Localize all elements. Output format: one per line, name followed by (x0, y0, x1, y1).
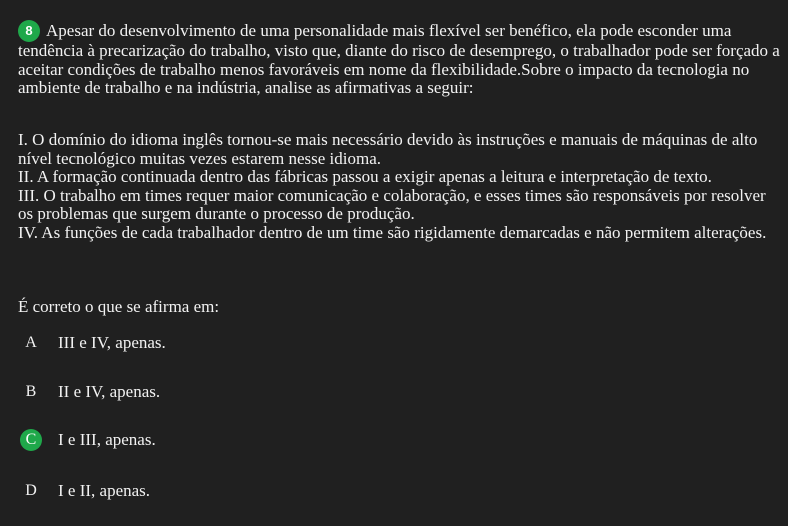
option-a[interactable] (20, 331, 166, 355)
statement-3: III. O trabalho em times requer maior comunicação e colaboração, e esses times são responsáveis por resolver os problemas que surgem durante o processo de produção. (18, 185, 766, 223)
statement-4: IV. As funções de cada trabalhador dentro de um time são rigidamente demarcadas e não permitem alterações. (18, 222, 767, 242)
option-d[interactable] (20, 479, 150, 503)
option-a-letter: A (25, 334, 37, 351)
option-b-text: II e IV, apenas. (58, 382, 161, 401)
question-number-badge: 8 (18, 20, 40, 42)
option-c-text: I e III, apenas. (58, 430, 156, 449)
option-a-text: III e IV, apenas. (58, 333, 166, 352)
option-d-text: I e II, apenas. (58, 481, 151, 500)
option-b-letter: B (25, 383, 37, 400)
statement-2: II. A formação continuada dentro das fábricas passou a exigir apenas a leitura e interpretação de texto. (18, 167, 712, 186)
option-b[interactable] (20, 380, 160, 404)
option-d-letter: D (25, 482, 37, 499)
option-c[interactable] (20, 428, 156, 452)
statement-1: I. O domínio do idioma inglês tornou-se mais necessário devido às instruções e manuais de máquinas de alto nível tecnológico muitas vezes estarem nesse idioma. (18, 130, 758, 168)
option-c-letter-correct-badge: C (20, 429, 42, 451)
statements-list (18, 131, 782, 242)
answer-prompt: É correto o que se afirma em: (18, 297, 220, 316)
question-stem (18, 20, 780, 98)
question-text: Apesar do desenvolvimento de uma personalidade mais flexível ser benéfico, ela pode esconder uma tendência à precarização do trabalho, visto que, diante do risco de desemprego, o trabalhador pode ser forçado a aceitar condições de trabalho menos favoráveis em nome da flexibilidade.Sobre o impacto da tecnologia no ambiente de trabalho e na indústria, analise as afirmativas a seguir: (18, 21, 780, 97)
